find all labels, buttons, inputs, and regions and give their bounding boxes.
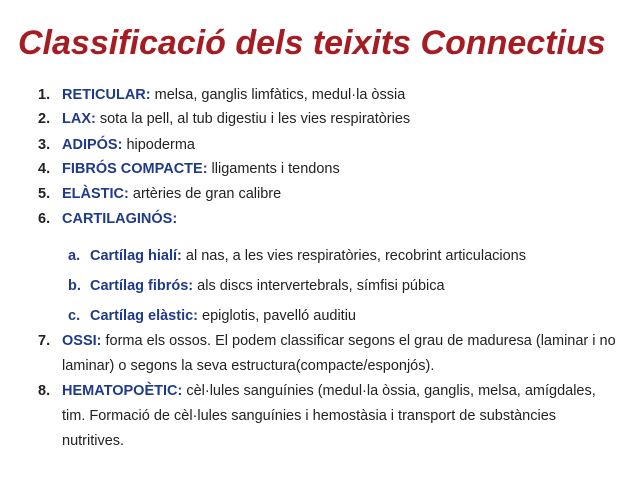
item-number: 1. <box>38 87 51 103</box>
item-number: 4. <box>38 161 51 177</box>
list-item-cartilaginos <box>38 208 618 231</box>
item-number: 7. <box>38 333 51 349</box>
item-label: RETICULAR: <box>62 87 151 103</box>
item-label: LAX: <box>62 111 96 127</box>
list-item-reticular <box>38 84 618 107</box>
item-label: ELÀSTIC: <box>62 186 129 202</box>
item-text: melsa, ganglis limfàtics, medul·la òssia <box>150 87 406 103</box>
item-text: hipoderma <box>122 137 195 153</box>
item-number: 2. <box>38 111 51 127</box>
item-text-continued: laminar) o segons la seva estructura(compacte/esponjós). <box>62 358 435 374</box>
list-item-adipos <box>38 134 618 157</box>
item-text-continued: tim. Formació de cèl·lules sanguínies i hemostàsia i transport de substàncies <box>62 408 557 424</box>
item-number: 6. <box>38 211 51 227</box>
item-text: artèries de gran calibre <box>128 186 282 202</box>
subitem-text: epiglotis, pavelló auditiu <box>198 308 356 324</box>
subitem-text: al nas, a les vies respiratòries, recobrint articulacions <box>181 248 526 264</box>
item-label: HEMATOPOÈTIC: <box>62 383 183 399</box>
item-text: cèl·lules sanguínies (medul·la òssia, ganglis, melsa, amígdales, <box>182 383 596 399</box>
subitem-letter: b. <box>68 278 81 294</box>
subitem-text: als discs intervertebrals, símfisi púbica <box>193 278 445 294</box>
item-number: 5. <box>38 186 51 202</box>
item-label: ADIPÓS: <box>62 137 123 153</box>
subitem-label: Cartílag elàstic: <box>90 308 198 324</box>
item-text: lligaments i tendons <box>207 161 340 177</box>
item-label: OSSI: <box>62 333 102 349</box>
sublist-item-elastic <box>68 305 608 328</box>
item-text: forma els ossos. El podem classificar segons el grau de maduresa (laminar i no <box>101 333 616 349</box>
list-item-hematopoetic <box>38 379 618 454</box>
item-label: CARTILAGINÓS: <box>62 211 178 227</box>
item-label: FIBRÓS COMPACTE: <box>62 161 208 177</box>
list-item-elastic <box>38 183 618 206</box>
subitem-letter: a. <box>68 248 81 264</box>
subitem-label: Cartílag fibrós: <box>90 278 194 294</box>
sublist-item-fibros <box>68 275 608 298</box>
item-text: sota la pell, al tub digestiu i les vies respiratòries <box>95 111 411 127</box>
page-title: Classificació dels teixits Connectius <box>18 24 606 62</box>
item-text-continued-2: nutritives. <box>62 433 125 449</box>
item-number: 8. <box>38 383 51 399</box>
list-item-lax <box>38 108 618 131</box>
list-item-ossi <box>38 329 618 379</box>
item-number: 3. <box>38 137 51 153</box>
subitem-letter: c. <box>68 308 81 324</box>
list-item-fibros-compacte <box>38 158 618 181</box>
subitem-label: Cartílag hialí: <box>90 248 182 264</box>
sublist-item-hiali <box>68 245 608 268</box>
